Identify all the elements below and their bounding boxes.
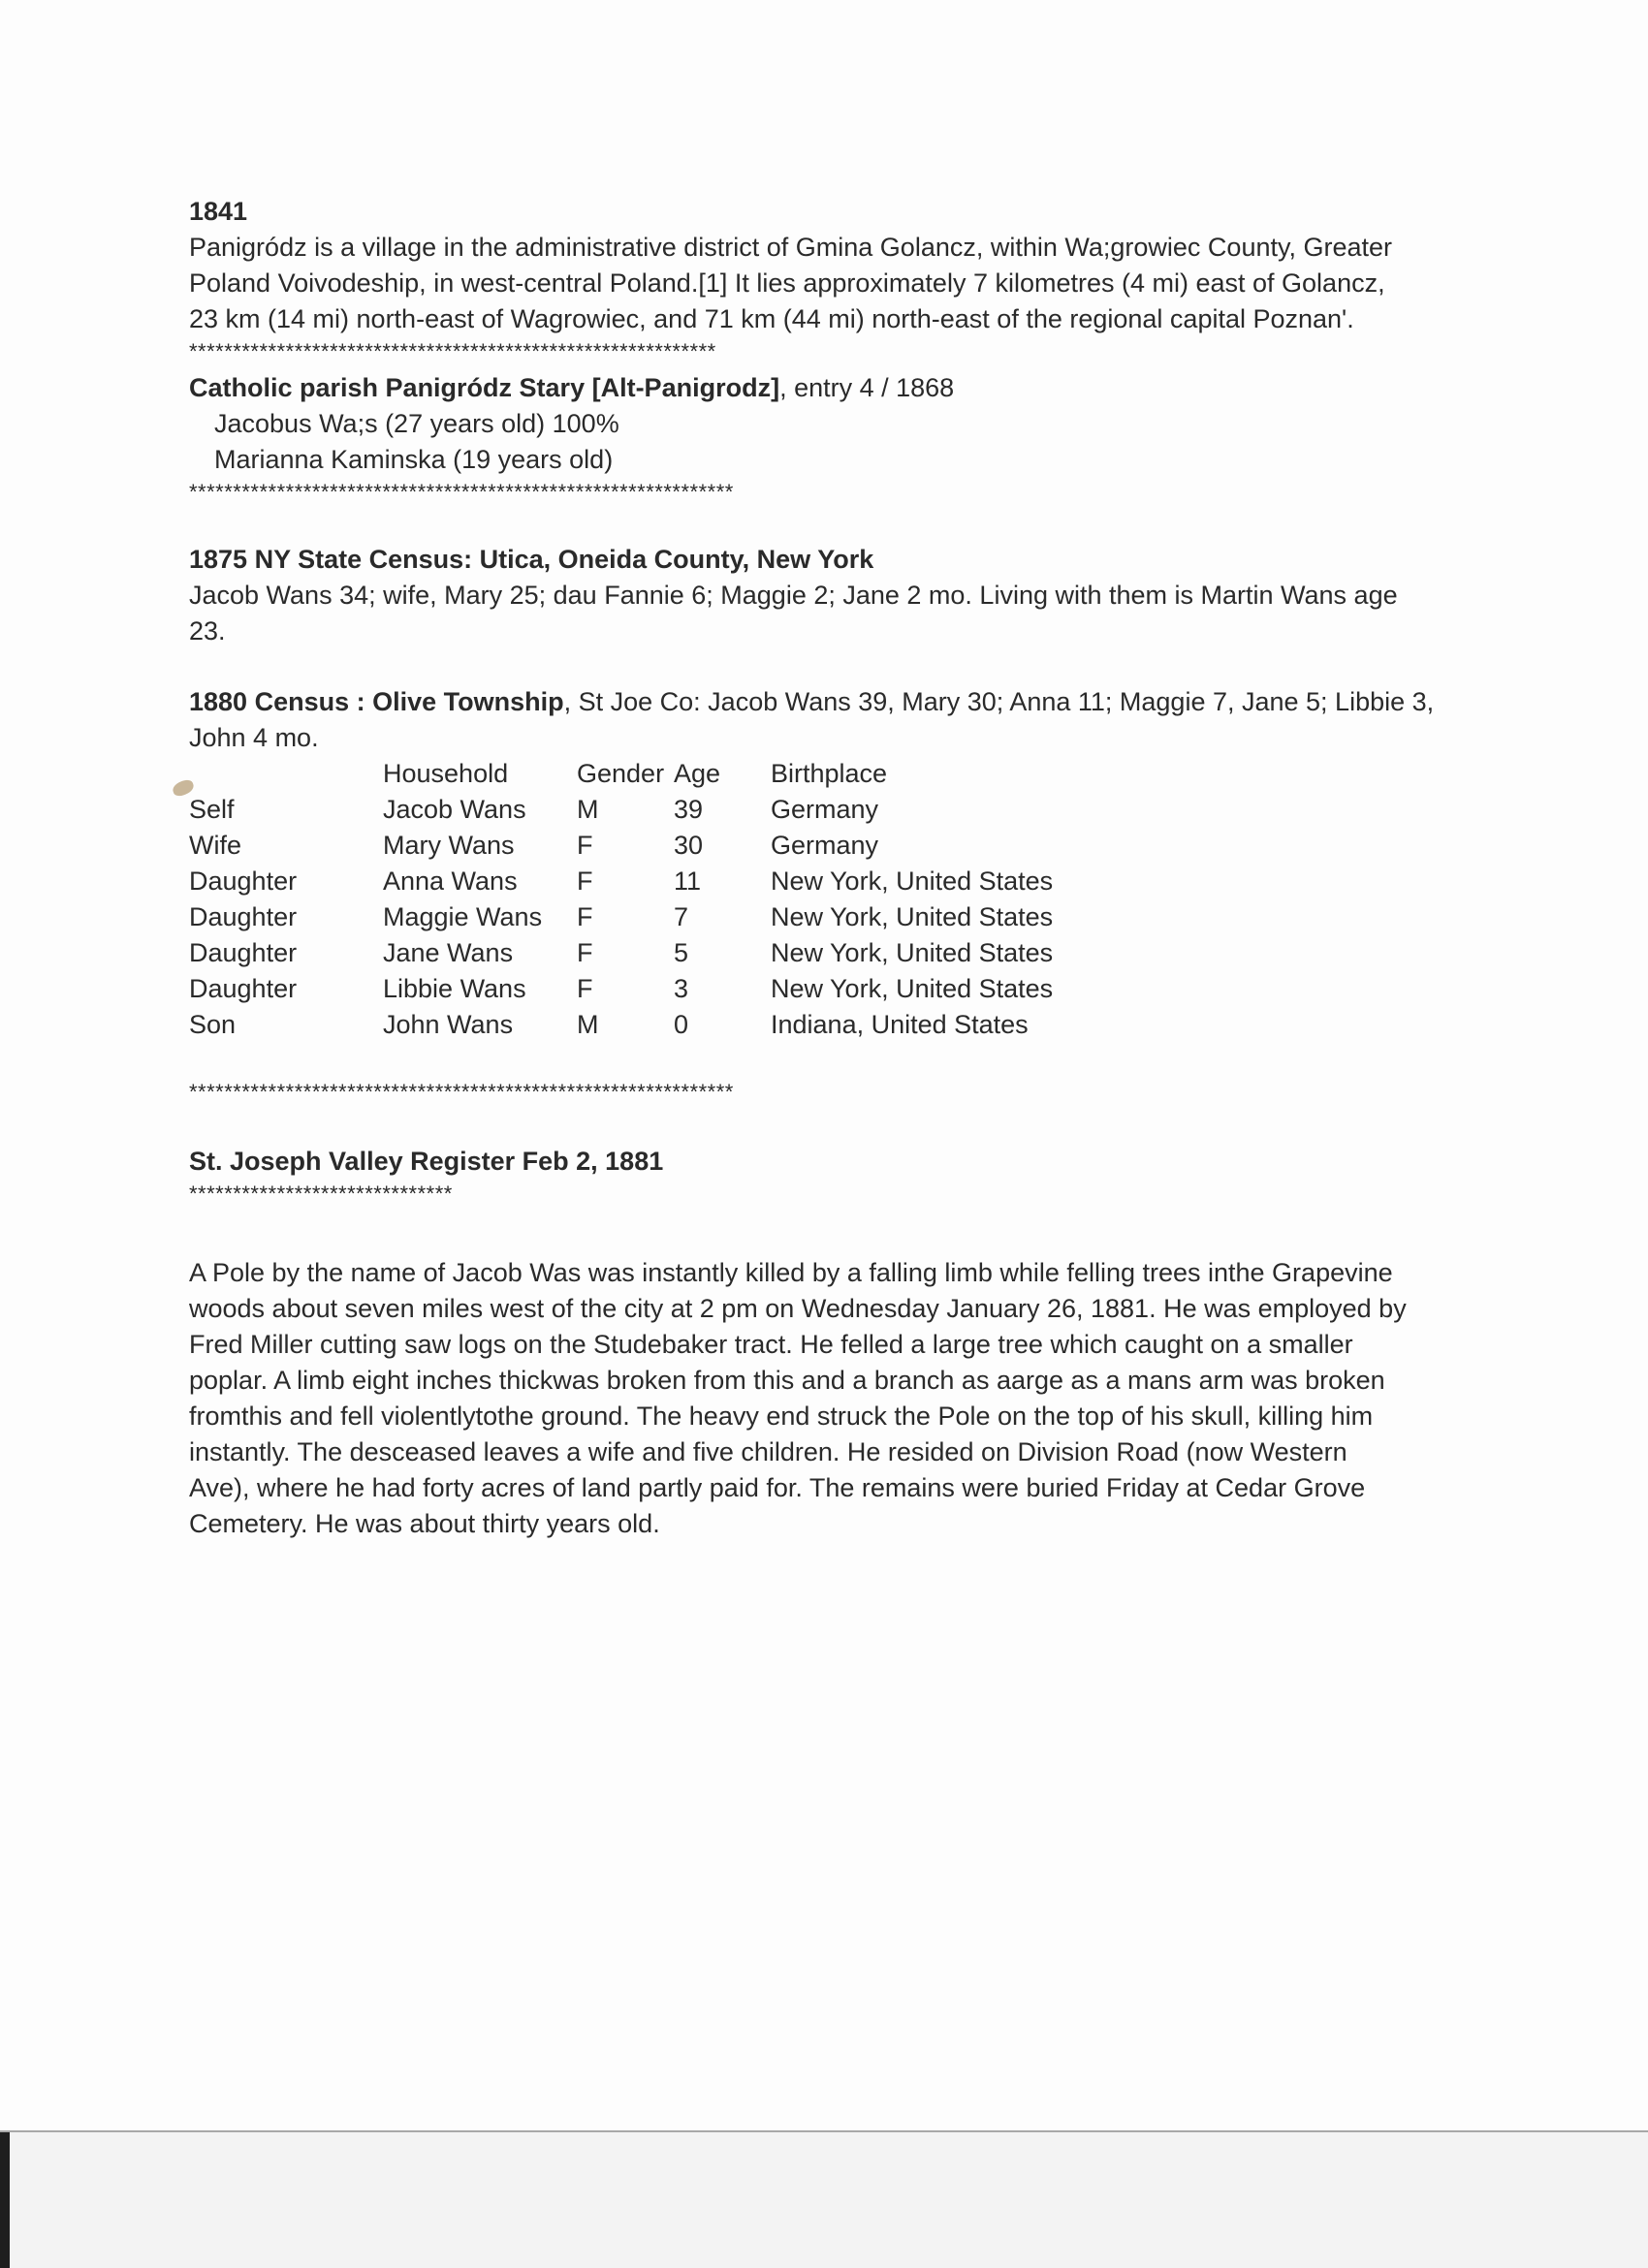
table-cell: Germany (771, 795, 879, 824)
table-cell: Anna Wans (383, 866, 518, 896)
table-cell: Germany (771, 831, 879, 860)
register-heading: St. Joseph Valley Register Feb 2, 1881 (189, 1147, 664, 1176)
register-line: Ave), where he had forty acres of land partly paid for. The remains were buried Friday at Cedar Grove (189, 1473, 1366, 1502)
section-1841 (189, 194, 1469, 366)
table-cell: M (577, 1010, 599, 1039)
column-header: Gender (577, 759, 665, 788)
table-cell: New York, United States (771, 902, 1054, 931)
document-body (189, 194, 1469, 1542)
census-1880-heading-bold: 1880 Census : Olive Township (189, 687, 564, 716)
census-1880-heading (189, 684, 1469, 720)
section-census-1875 (189, 542, 1469, 649)
table-cell: 5 (674, 938, 689, 967)
table-cell: New York, United States (771, 938, 1054, 967)
table-cell: Self (189, 795, 235, 824)
table-cell: John Wans (383, 1010, 514, 1039)
table-cell: Daughter (189, 866, 298, 896)
column-header (189, 756, 383, 792)
section-census-1880 (189, 684, 1469, 1107)
census-1875-line: 23. (189, 616, 226, 646)
table-row (189, 971, 1158, 1007)
table-cell: M (577, 795, 599, 824)
table-cell: F (577, 866, 593, 896)
column-header: Household (383, 759, 509, 788)
census-1875-heading: 1875 NY State Census: Utica, Oneida County, New York (189, 545, 874, 574)
table-cell: Son (189, 1010, 237, 1039)
table-cell: F (577, 938, 593, 967)
section-1841-line: 23 km (14 mi) north-east of Wagrowiec, and 71 km (44 mi) north-east of the regional capital Poznan'. (189, 304, 1354, 333)
parish-person: Jacobus Wa;s (27 years old) 100% (214, 409, 619, 438)
column-header: Birthplace (771, 759, 888, 788)
table-cell: New York, United States (771, 866, 1054, 896)
census-1880-line: John 4 mo. (189, 723, 319, 752)
table-cell: 11 (674, 866, 702, 896)
table-cell: New York, United States (771, 974, 1054, 1003)
table-row (189, 935, 1158, 971)
section-parish (189, 370, 1469, 507)
table-cell: Maggie Wans (383, 902, 543, 931)
census-table-header-row (189, 756, 1158, 792)
table-cell: Jacob Wans (383, 795, 526, 824)
parish-heading-bold: Catholic parish Panigródz Stary [Alt-Panigrodz] (189, 373, 780, 402)
register-line: poplar. A limb eight inches thickwas broken from this and a branch as aarge as a mans arm was broken (189, 1366, 1385, 1395)
table-cell: Wife (189, 831, 241, 860)
table-cell: F (577, 974, 593, 1003)
section-register (189, 1144, 1469, 1542)
scanner-edge-shadow (0, 2132, 10, 2268)
table-row (189, 828, 1158, 864)
register-line: fromthis and fell violentlytothe ground. The heavy end struck the Pole on the top of his skull, killing him (189, 1402, 1374, 1431)
parish-heading-rest: , entry 4 / 1868 (779, 373, 955, 402)
table-cell: 7 (674, 902, 689, 931)
column-header: Age (674, 759, 721, 788)
register-line: instantly. The desceased leaves a wife and five children. He resided on Division Road (now Western (189, 1437, 1347, 1466)
section-1841-line: Poland Voivodeship, in west-central Poland.[1] It lies approximately 7 kilometres (4 mi) east of Golancz, (189, 268, 1385, 298)
table-row (189, 1007, 1158, 1043)
table-cell: 39 (674, 795, 704, 824)
register-line: A Pole by the name of Jacob Was was instantly killed by a falling limb while felling trees inthe Grapevine (189, 1258, 1393, 1287)
table-cell: Daughter (189, 902, 298, 931)
parish-person: Marianna Kaminska (19 years old) (214, 445, 614, 474)
table-cell: 0 (674, 1010, 689, 1039)
separator-stars: ************************************************************** (189, 480, 734, 504)
table-cell: Indiana, United States (771, 1010, 1029, 1039)
table-cell: Daughter (189, 974, 298, 1003)
register-line: Fred Miller cutting saw logs on the Studebaker tract. He felled a large tree which caught on a smaller (189, 1330, 1353, 1359)
parish-heading (189, 370, 1469, 406)
separator-stars: ************************************************************ (189, 339, 716, 363)
table-row (189, 864, 1158, 899)
scanner-bottom-edge (0, 2130, 1648, 2268)
section-1841-line: Panigródz is a village in the administrative district of Gmina Golancz, within Wa;growiec County, Greater (189, 233, 1393, 262)
table-cell: 30 (674, 831, 704, 860)
section-1841-heading: 1841 (189, 197, 248, 226)
census-1880-table (189, 756, 1158, 1043)
register-line: Cemetery. He was about thirty years old. (189, 1509, 660, 1538)
separator-stars: ************************************************************** (189, 1080, 734, 1104)
separator-stars: ****************************** (189, 1181, 453, 1206)
table-cell: F (577, 902, 593, 931)
census-1875-line: Jacob Wans 34; wife, Mary 25; dau Fannie 6; Maggie 2; Jane 2 mo. Living with them is Martin Wans age (189, 581, 1398, 610)
table-row (189, 899, 1158, 935)
table-cell: 3 (674, 974, 689, 1003)
table-cell: Jane Wans (383, 938, 514, 967)
table-cell: Libbie Wans (383, 974, 526, 1003)
table-row (189, 792, 1158, 828)
table-cell: F (577, 831, 593, 860)
register-line: woods about seven miles west of the city at 2 pm on Wednesday January 26, 1881. He was employed by (189, 1294, 1407, 1323)
table-cell: Daughter (189, 938, 298, 967)
table-cell: Mary Wans (383, 831, 515, 860)
census-1880-heading-rest: , St Joe Co: Jacob Wans 39, Mary 30; Anna 11; Maggie 7, Jane 5; Libbie 3, (563, 687, 1435, 716)
